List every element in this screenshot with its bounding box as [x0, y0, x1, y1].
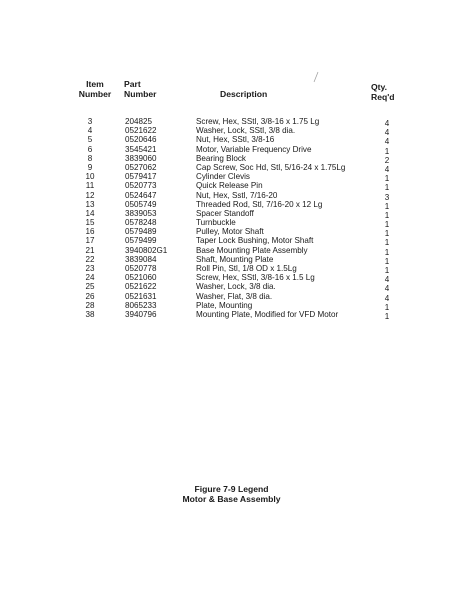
part-number-cell: 3940802G1 — [125, 245, 168, 255]
quantity-cell: 1 — [384, 201, 390, 211]
part-number-cell: 3940796 — [125, 309, 157, 319]
quantity-cell: 4 — [384, 128, 390, 138]
quantity-cell: 1 — [384, 229, 390, 239]
description-cell: Turnbuckle — [196, 218, 236, 228]
table-row — [0, 126, 463, 138]
item-number-cell: 23 — [85, 264, 95, 273]
item-number-cell: 15 — [85, 218, 95, 228]
description-cell: Roll Pin, Stl, 1/8 OD x 1.5Lg — [196, 264, 297, 273]
table-row — [0, 163, 463, 172]
part-number-cell: 0520646 — [125, 135, 157, 145]
table-row — [0, 172, 463, 184]
item-number-cell: 11 — [85, 181, 95, 191]
description-cell: Plate, Mounting — [196, 300, 253, 310]
item-number-cell: 13 — [85, 199, 95, 209]
item-number-cell: 14 — [85, 208, 95, 218]
table-row — [0, 154, 463, 163]
description-cell: Spacer Standoff — [196, 208, 254, 218]
item-number-cell: 4 — [87, 126, 93, 136]
table-row — [0, 209, 463, 218]
item-number-cell: 21 — [85, 245, 95, 255]
header-item-number: Item Number — [78, 79, 112, 99]
description-cell: Quick Release Pin — [196, 181, 263, 191]
quantity-cell: 3 — [384, 192, 390, 202]
table-row — [0, 246, 463, 255]
part-number-cell: 0579499 — [125, 236, 157, 246]
quantity-cell: 1 — [384, 256, 390, 266]
part-number-cell: 0527062 — [125, 162, 157, 172]
table-row — [0, 145, 463, 154]
table-row — [0, 282, 463, 294]
table-row — [0, 117, 463, 126]
quantity-cell: 1 — [384, 302, 390, 312]
description-cell: Nut, Hex, Sstl, 7/16-20 — [196, 190, 278, 200]
quantity-cell: 1 — [384, 247, 390, 257]
quantity-cell: 4 — [384, 293, 390, 303]
part-number-cell: 3545421 — [125, 144, 157, 154]
description-cell: Pulley, Motor Shaft — [196, 227, 264, 237]
table-row — [0, 255, 463, 264]
part-number-cell: 0521622 — [125, 282, 157, 292]
item-number-cell: 22 — [85, 254, 95, 264]
quantity-cell: 4 — [384, 275, 390, 285]
item-number-cell: 8 — [87, 153, 93, 163]
part-number-cell: 8065233 — [125, 300, 157, 310]
description-cell: Threaded Rod, Stl, 7/16-20 x 12 Lg — [196, 199, 323, 209]
table-row — [0, 301, 463, 310]
item-number-cell: 38 — [85, 309, 95, 319]
quantity-cell: 1 — [384, 210, 390, 220]
item-number-cell: 17 — [85, 236, 95, 246]
description-cell: Motor, Variable Frequency Drive — [196, 144, 312, 154]
figure-caption — [0, 484, 463, 504]
quantity-cell: 1 — [384, 146, 390, 156]
table-row — [0, 236, 463, 248]
part-number-cell: 204825 — [125, 117, 153, 126]
item-number-cell: 25 — [85, 282, 95, 292]
part-number-cell: 0521060 — [125, 273, 157, 283]
table-row — [0, 310, 463, 319]
part-number-cell: 0521631 — [125, 291, 157, 301]
caption-title: Figure 7-9 Legend — [194, 484, 269, 494]
description-cell: Cylinder Clevis — [196, 172, 250, 182]
table-row — [0, 181, 463, 193]
table-row — [0, 218, 463, 230]
quantity-cell: 4 — [384, 284, 390, 294]
description-cell: Base Mounting Plate Assembly — [196, 245, 308, 255]
quantity-cell: 1 — [384, 238, 390, 248]
part-number-cell: 3839053 — [125, 208, 157, 218]
description-cell: Shaft, Mounting Plate — [196, 254, 274, 264]
item-number-cell: 28 — [85, 300, 95, 310]
quantity-cell: 4 — [384, 164, 390, 174]
item-number-cell: 16 — [85, 227, 95, 237]
part-number-cell: 0520778 — [125, 264, 157, 273]
quantity-cell: 1 — [384, 311, 390, 321]
part-number-cell: 3839084 — [125, 254, 157, 264]
header-quantity-required: Qty. Req'd — [371, 82, 395, 102]
quantity-cell: 1 — [384, 183, 390, 193]
item-number-cell: 6 — [87, 144, 93, 154]
quantity-cell: 1 — [384, 220, 390, 230]
description-cell: Cap Screw, Soc Hd, Stl, 5/16-24 x 1.75Lg — [196, 162, 346, 172]
description-cell: Screw, Hex, SStl, 3/8-16 x 1.75 Lg — [196, 117, 320, 126]
part-number-cell: 0578248 — [125, 218, 157, 228]
item-number-cell: 24 — [85, 273, 95, 283]
header-description: Description — [220, 89, 268, 99]
quantity-cell: 1 — [384, 174, 390, 184]
item-number-cell: 26 — [85, 291, 95, 301]
description-cell: Washer, Flat, 3/8 dia. — [196, 291, 273, 301]
part-number-cell: 0524647 — [125, 190, 157, 200]
parts-table — [0, 117, 463, 319]
description-cell: Nut, Hex, SStl, 3/8-16 — [196, 135, 275, 145]
item-number-cell: 9 — [87, 162, 93, 172]
item-number-cell: 12 — [85, 190, 95, 200]
table-row — [0, 191, 463, 200]
header-part-number: Part Number — [124, 79, 157, 99]
table-row — [0, 135, 463, 147]
description-cell: Bearing Block — [196, 153, 246, 163]
caption-subtitle: Motor & Base Assembly — [182, 494, 281, 504]
part-number-cell: 0521622 — [125, 126, 157, 136]
description-cell: Mounting Plate, Modified for VFD Motor — [196, 309, 339, 319]
part-number-cell: 0579489 — [125, 227, 157, 237]
part-number-cell: 0505749 — [125, 199, 157, 209]
table-row — [0, 273, 463, 285]
item-number-cell: 10 — [85, 172, 95, 182]
description-cell: Taper Lock Bushing, Motor Shaft — [196, 236, 314, 246]
item-number-cell: 5 — [87, 135, 93, 145]
quantity-cell: 4 — [384, 119, 390, 128]
description-cell: Washer, Lock, 3/8 dia. — [196, 282, 276, 292]
table-row — [0, 292, 463, 301]
description-cell: Washer, Lock, SStl, 3/8 dia. — [196, 126, 296, 136]
item-number-cell: 3 — [87, 117, 93, 126]
table-row — [0, 227, 463, 239]
part-number-cell: 0579417 — [125, 172, 157, 182]
part-number-cell: 3839060 — [125, 153, 157, 163]
table-row — [0, 200, 463, 209]
quantity-cell: 4 — [384, 137, 390, 147]
description-cell: Screw, Hex, SStl, 3/8-16 x 1.5 Lg — [196, 273, 315, 283]
quantity-cell: 1 — [384, 266, 390, 275]
part-number-cell: 0520773 — [125, 181, 157, 191]
quantity-cell: 2 — [384, 155, 390, 165]
table-row — [0, 264, 463, 273]
stray-pen-mark — [313, 71, 319, 83]
